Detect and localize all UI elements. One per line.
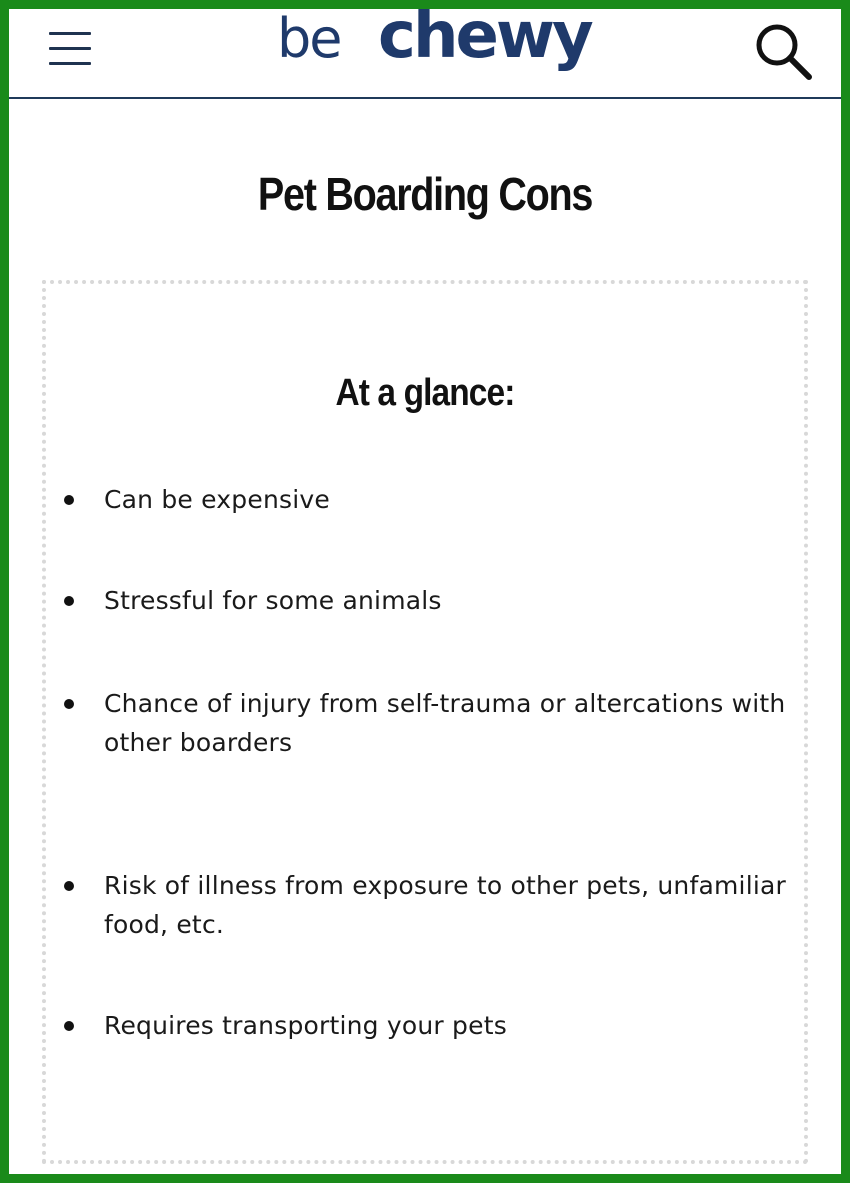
bullet-icon <box>64 881 74 891</box>
cons-list <box>46 284 804 1160</box>
menu-bar <box>49 62 91 65</box>
search-icon-graphic <box>747 15 817 85</box>
hamburger-menu-icon[interactable] <box>49 25 91 63</box>
list-item <box>64 1006 804 1045</box>
search-icon[interactable] <box>747 15 817 85</box>
list-item <box>64 480 804 519</box>
menu-bar <box>49 32 91 35</box>
list-item <box>64 581 804 620</box>
list-item <box>64 684 804 762</box>
bechewy-logo[interactable] <box>277 0 591 79</box>
list-item-text: Risk of illness from exposure to other pets, unfamiliar food, etc. <box>104 871 786 939</box>
list-item-text: Can be expensive <box>104 485 330 514</box>
bullet-icon <box>64 699 74 709</box>
bullet-icon <box>64 596 74 606</box>
bullet-icon <box>64 495 74 505</box>
site-header <box>9 0 841 99</box>
list-item-text: Chance of injury from self-trauma or altercations with other boarders <box>104 689 786 757</box>
at-a-glance-card <box>42 280 808 1164</box>
bullet-icon <box>64 1021 74 1031</box>
list-item-text: Stressful for some animals <box>104 586 442 615</box>
logo-chewy-text: chewy <box>378 0 591 73</box>
list-item <box>64 866 804 944</box>
card-heading: At a glance: <box>335 372 515 414</box>
logo-be-text: be <box>277 7 341 70</box>
list-item-text: Requires transporting your pets <box>104 1011 507 1040</box>
page-title: Pet Boarding Cons <box>257 168 593 220</box>
menu-bar <box>49 47 91 50</box>
